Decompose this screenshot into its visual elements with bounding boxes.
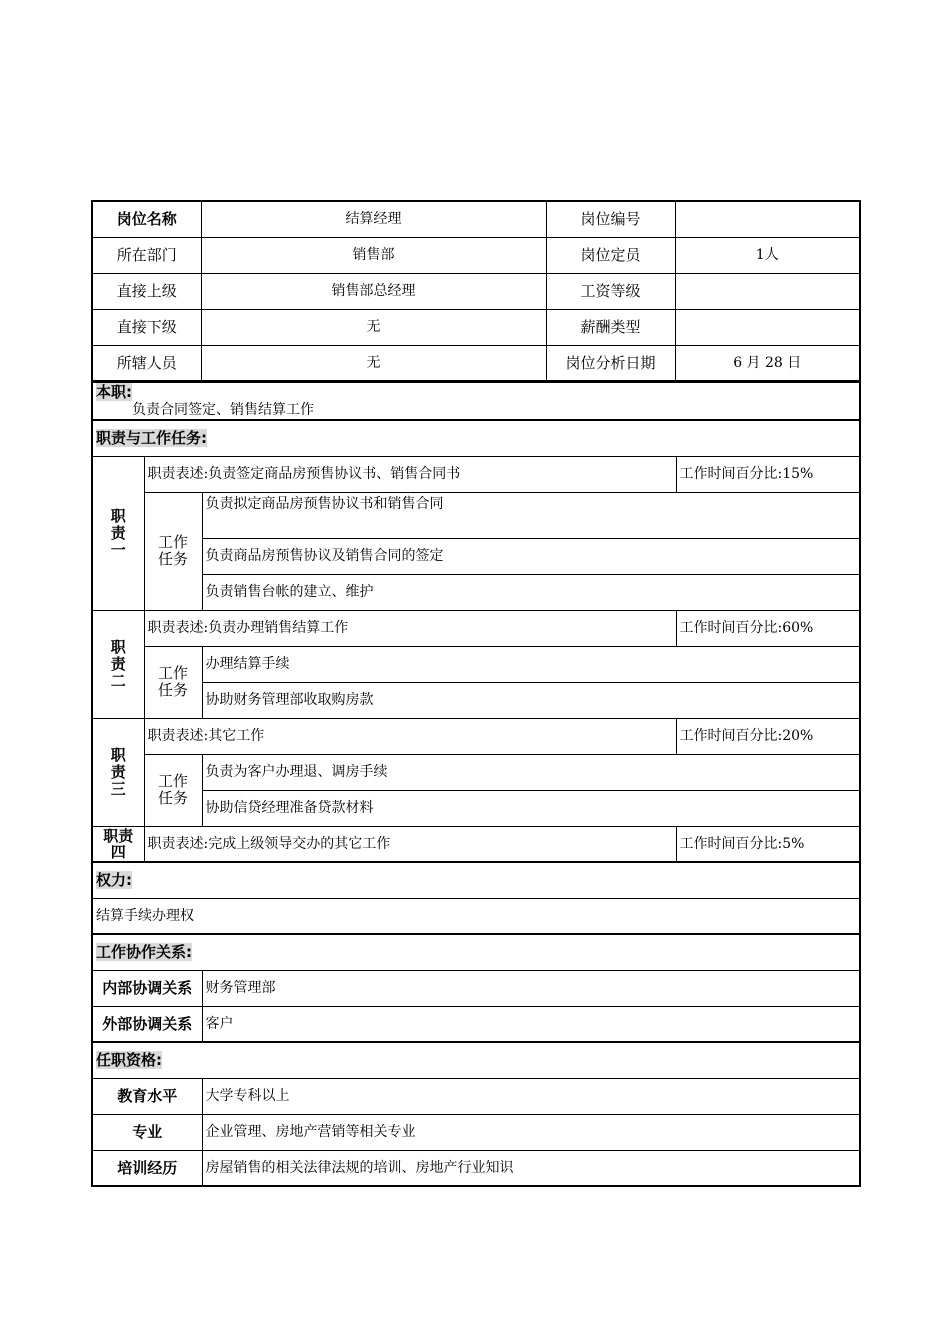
task-item: 负责商品房预售协议及销售合同的签定 bbox=[202, 538, 860, 574]
info-row bbox=[92, 309, 860, 345]
info-label: 岗位名称 bbox=[92, 201, 201, 237]
info-label: 所辖人员 bbox=[92, 345, 201, 381]
duty-desc: 职责表述:其它工作 bbox=[144, 718, 676, 754]
info-label: 直接上级 bbox=[92, 273, 201, 309]
task-row bbox=[92, 790, 860, 826]
task-row bbox=[92, 646, 860, 682]
authority-text: 结算手续办理权 bbox=[92, 898, 860, 934]
task-item: 负责为客户办理退、调房手续 bbox=[202, 754, 860, 790]
info-row bbox=[92, 237, 860, 273]
info-label: 所在部门 bbox=[92, 237, 201, 273]
info-value bbox=[675, 201, 860, 237]
duty-desc: 职责表述:完成上级领导交办的其它工作 bbox=[144, 826, 676, 862]
duty-time: 工作时间百分比:60% bbox=[676, 610, 860, 646]
internal-label: 内部协调关系 bbox=[92, 970, 202, 1006]
duty-time: 工作时间百分比:20% bbox=[676, 718, 860, 754]
info-row bbox=[92, 273, 860, 309]
external-label: 外部协调关系 bbox=[92, 1006, 202, 1042]
task-item: 协助信贷经理准备贷款材料 bbox=[202, 790, 860, 826]
section-header-row bbox=[92, 862, 860, 898]
cooperation-row bbox=[92, 970, 860, 1006]
task-item: 负责拟定商品房预售协议书和销售合同 bbox=[202, 492, 860, 538]
info-label: 薪酬类型 bbox=[546, 309, 675, 345]
info-value: 无 bbox=[201, 309, 546, 345]
job-description-document bbox=[91, 200, 859, 1187]
duty-desc: 职责表述:负责签定商品房预售协议书、销售合同书 bbox=[144, 456, 676, 492]
authority-title: 权力: bbox=[96, 871, 132, 890]
info-label: 工资等级 bbox=[546, 273, 675, 309]
qualification-label: 培训经历 bbox=[92, 1150, 202, 1186]
duty-desc-row bbox=[92, 456, 860, 492]
section-header-row bbox=[92, 420, 860, 456]
qualification-value: 企业管理、房地产营销等相关专业 bbox=[202, 1114, 860, 1150]
duties-table bbox=[91, 382, 861, 1187]
authority-row bbox=[92, 898, 860, 934]
info-value bbox=[675, 309, 860, 345]
duty-desc-row bbox=[92, 718, 860, 754]
qualification-value: 大学专科以上 bbox=[202, 1078, 860, 1114]
info-value: 6 月 28 日 bbox=[675, 345, 860, 381]
qualification-title: 任职资格: bbox=[96, 1051, 162, 1070]
task-row bbox=[92, 492, 860, 538]
duty-time: 工作时间百分比:5% bbox=[676, 826, 860, 862]
duty-name: 职责四 bbox=[92, 826, 144, 862]
duty-desc: 职责表述:负责办理销售结算工作 bbox=[144, 610, 676, 646]
duty-time: 工作时间百分比:15% bbox=[676, 456, 860, 492]
qualification-label: 教育水平 bbox=[92, 1078, 202, 1114]
info-value: 1人 bbox=[675, 237, 860, 273]
info-value bbox=[675, 273, 860, 309]
main-duty-text: 负责合同签定、销售结算工作 bbox=[132, 402, 314, 418]
internal-value: 财务管理部 bbox=[202, 970, 860, 1006]
info-value: 无 bbox=[201, 345, 546, 381]
qualification-row bbox=[92, 1114, 860, 1150]
external-value: 客户 bbox=[202, 1006, 860, 1042]
main-duty-row bbox=[92, 383, 860, 421]
task-row bbox=[92, 682, 860, 718]
qualification-row bbox=[92, 1150, 860, 1186]
section-header-row bbox=[92, 934, 860, 970]
duties-section-title: 职责与工作任务: bbox=[96, 429, 207, 448]
duty-name: 职责一 bbox=[92, 456, 144, 610]
task-item: 协助财务管理部收取购房款 bbox=[202, 682, 860, 718]
task-label: 工作任务 bbox=[144, 646, 202, 718]
duty-desc-row bbox=[92, 610, 860, 646]
task-row bbox=[92, 574, 860, 610]
cooperation-title: 工作协作关系: bbox=[96, 943, 192, 962]
task-label: 工作任务 bbox=[144, 492, 202, 610]
info-row bbox=[92, 201, 860, 237]
qualification-row bbox=[92, 1078, 860, 1114]
info-label: 岗位分析日期 bbox=[546, 345, 675, 381]
task-label: 工作任务 bbox=[144, 754, 202, 826]
info-label: 岗位编号 bbox=[546, 201, 675, 237]
info-row bbox=[92, 345, 860, 381]
info-value: 销售部总经理 bbox=[201, 273, 546, 309]
task-row bbox=[92, 754, 860, 790]
duty-desc-row bbox=[92, 826, 860, 862]
duty-name: 职责三 bbox=[92, 718, 144, 826]
info-value: 销售部 bbox=[201, 237, 546, 273]
info-value: 结算经理 bbox=[201, 201, 546, 237]
info-label: 岗位定员 bbox=[546, 237, 675, 273]
main-duty-title: 本职: bbox=[96, 383, 132, 401]
qualification-value: 房屋销售的相关法律法规的培训、房地产行业知识 bbox=[202, 1150, 860, 1186]
task-item: 负责销售台帐的建立、维护 bbox=[202, 574, 860, 610]
duty-name: 职责二 bbox=[92, 610, 144, 718]
task-item: 办理结算手续 bbox=[202, 646, 860, 682]
position-info-table bbox=[91, 200, 861, 382]
qualification-label: 专业 bbox=[92, 1114, 202, 1150]
task-row bbox=[92, 538, 860, 574]
info-label: 直接下级 bbox=[92, 309, 201, 345]
section-header-row bbox=[92, 1042, 860, 1078]
cooperation-row bbox=[92, 1006, 860, 1042]
